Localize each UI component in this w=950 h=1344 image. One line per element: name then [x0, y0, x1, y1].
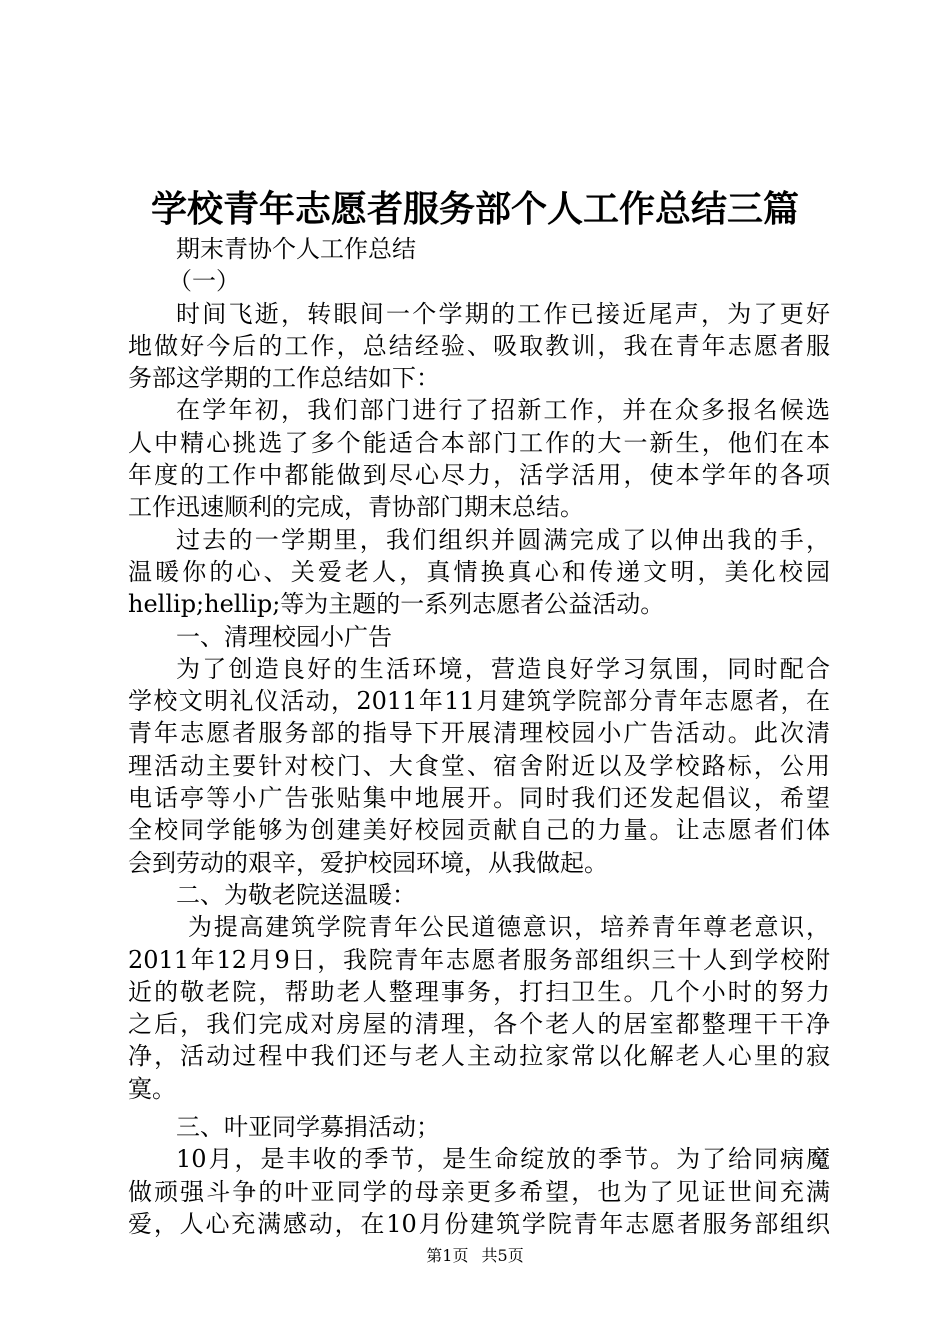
paragraph-line: 寞。	[128, 1074, 176, 1103]
page-number: 第1页	[426, 1246, 469, 1265]
paragraph-line: 学校文明礼仪活动，2011年11月建筑学院部分青年志愿者，在	[128, 687, 830, 716]
paragraph-line: 工作迅速顺利的完成，青协部门期末总结。	[128, 493, 584, 522]
paragraph-line: 温暖你的心、关爱老人，真情换真心和传递文明，美化校园	[128, 557, 830, 586]
paragraph-line: 会到劳动的艰辛，爱护校园环境，从我做起。	[128, 848, 608, 877]
paragraph-line: 之后，我们完成对房屋的清理，各个老人的居室都整理干干净	[128, 1010, 830, 1039]
paragraph-line: 爱，人心充满感动，在10月份建筑学院青年志愿者服务部组织	[128, 1209, 830, 1238]
paragraph-line: hellip;hellip;等为主题的一系列志愿者公益活动。	[128, 590, 665, 619]
paragraph-line: 为提高建筑学院青年公民道德意识，培养青年尊老意识，	[188, 913, 830, 942]
paragraph-line: 人中精心挑选了多个能适合本部门工作的大一新生，他们在本	[128, 428, 830, 457]
paragraph-line: 务部这学期的工作总结如下：	[128, 364, 440, 393]
paragraph-line: 时间飞逝，转眼间一个学期的工作已接近尾声，为了更好	[176, 299, 830, 328]
document-body	[128, 233, 830, 1240]
paragraph-line: 在学年初，我们部门进行了招新工作，并在众多报名候选	[176, 396, 830, 425]
section-heading: 期末青协个人工作总结	[176, 235, 416, 263]
page-total: 共5页	[481, 1246, 524, 1265]
document-title: 学校青年志愿者服务部个人工作总结三篇	[150, 189, 799, 230]
section-heading: 一、清理校园小广告	[176, 622, 392, 651]
paragraph-line: 做顽强斗争的叶亚同学的母亲更多希望，也为了见证世间充满	[128, 1177, 830, 1206]
paragraph-line: 近的敬老院，帮助老人整理事务，打扫卫生。几个小时的努力	[128, 977, 830, 1006]
paragraph-line: 青年志愿者服务部的指导下开展清理校园小广告活动。此次清	[128, 719, 830, 748]
paragraph-line: 2011年12月9日，我院青年志愿者服务部组织三十人到学校附	[128, 945, 830, 974]
paragraph-line: 为了创造良好的生活环境，营造良好学习氛围，同时配合	[176, 654, 830, 683]
section-heading: 二、为敬老院送温暖：	[176, 880, 416, 909]
page-footer	[0, 1245, 950, 1267]
paragraph-line: 10月，是丰收的季节，是生命绽放的季节。为了给同病魔	[176, 1145, 830, 1174]
paragraph-line: 全校同学能够为创建美好校园贡献自己的力量。让志愿者们体	[128, 816, 830, 845]
section-number: （一）	[168, 267, 240, 296]
section-heading: 三、叶亚同学募捐活动；	[176, 1113, 440, 1142]
paragraph-line: 地做好今后的工作，总结经验、吸取教训，我在青年志愿者服	[128, 331, 830, 360]
paragraph-line: 年度的工作中都能做到尽心尽力，活学活用，使本学年的各项	[128, 461, 830, 490]
paragraph-line: 电话亭等小广告张贴集中地展开。同时我们还发起倡议，希望	[128, 784, 830, 813]
paragraph-line: 过去的一学期里，我们组织并圆满完成了以伸出我的手，	[176, 525, 830, 554]
paragraph-line: 净，活动过程中我们还与老人主动拉家常以化解老人心里的寂	[128, 1042, 830, 1071]
paragraph-line: 理活动主要针对校门、大食堂、宿舍附近以及学校路标，公用	[128, 751, 830, 780]
